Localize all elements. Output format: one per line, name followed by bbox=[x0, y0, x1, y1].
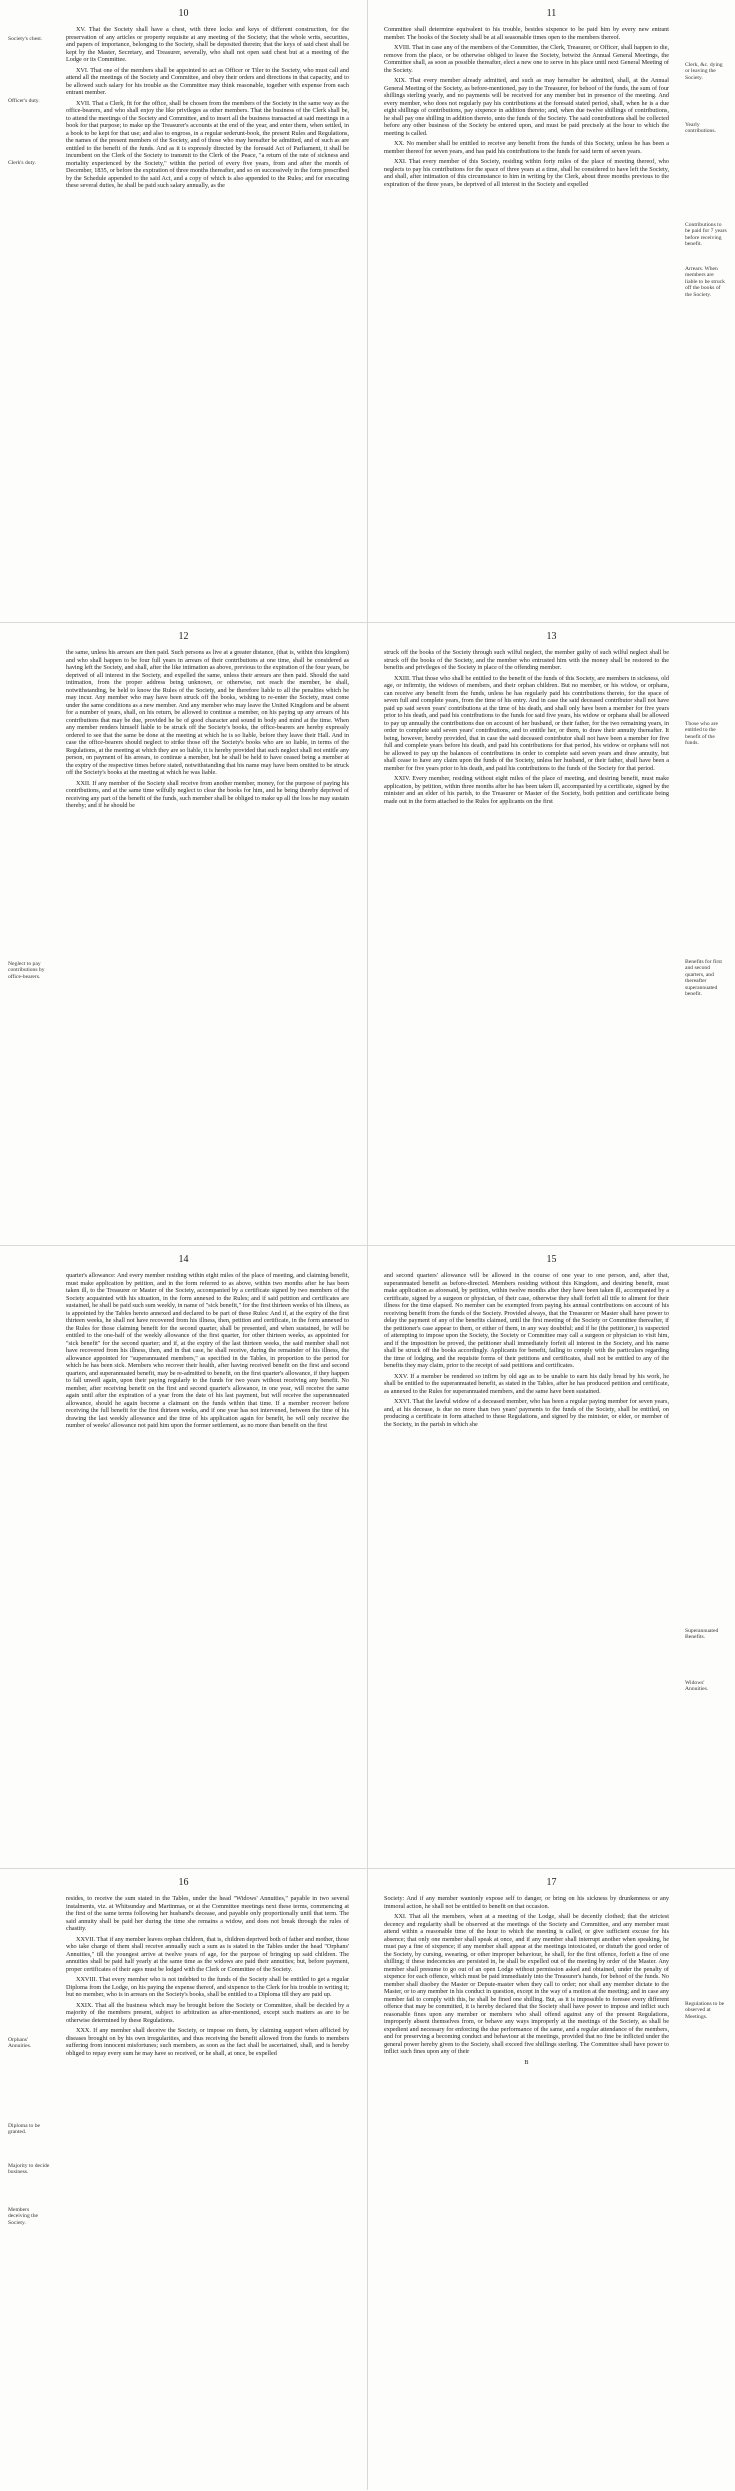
margin-note: Contributions to be paid for 7 years before receiving benefit. bbox=[685, 222, 727, 248]
paragraph: XXVI. That the lawful widow of a deceased member, who has been a regular paying member for seven years, and, at his decease, is due no more than two years' payments to the funds of the Society, shall be entitled, on producing a certificate in form attached to these Regulations, and signed by the minister, or elder, or member of the Society, in the parish in which she bbox=[384, 1398, 669, 1428]
page-body bbox=[384, 649, 669, 1237]
margin-note: Diploma to be granted. bbox=[8, 2123, 41, 2136]
page-13 bbox=[368, 623, 735, 1245]
paragraph: XXVII. That if any member leaves orphan children, that is, children deprived both of father and mother, those who take charge of them shall receive annually such a sum as is stated in the Tables under the head "Orphans' Annuities," till the youngest arrive at twelve years of age, for the purpose of bringing up said children. The annuities shall be paid half yearly at the same time as the widows are paid their annuities; but, before payment, proper certificates of their ages must be lodged with the Clerk or Committee of the Society. bbox=[66, 1935, 349, 1973]
page-body bbox=[66, 1895, 349, 2483]
paragraph: XXIV. Every member, residing without eight miles of the place of meeting, and desiring benefit, must make application, by petition, within three months after he has been taken ill, accompanied by a certificate, signed by the minister and an elder of his parish, to the Treasurer or Master of the Society, both petition and certificate being made out in the form attached to the Rules for applicants on the first bbox=[384, 775, 669, 805]
margin-note: Arrears. When members are liable to be struck off the books of the Society. bbox=[685, 266, 725, 298]
margin-note: Society's chest. bbox=[8, 36, 43, 42]
margin-note: Majority to decide business. bbox=[8, 2163, 50, 2176]
paragraph: XIX. That every member already admitted, and such as may hereafter be admitted, shall, at the Annual General Meeting of the Society, as before-mentioned, pay to the Treasurer, for behoof of the funds, the sum of four shillings sterling yearly, and no payments will be received for any member but in presence of the meeting. And every member, who does not regularly pay his contributions at the foresaid stated period, shall, when he is a due eight shillings of contributions, pay sixpence in addition thereto; and, when due twelve shillings of contributions, he shall pay one shilling in addition thereto, unto the funds of the Society. The said contributions shall be collected before any other business of the Society be entered upon, and must be paid precisely at the hour to which the meeting is called. bbox=[384, 77, 669, 137]
margin-note: Widows' Annuities. bbox=[685, 1680, 709, 1693]
paragraph: XXV. If a member be rendered so infirm by old age as to be unable to earn his daily bread by his work, he shall be entitled to the superannuated benefit, as stated in the Tables, after he has produced petition and certificate, as annexed to the Rules for superannuated members, and the same have been sustained. bbox=[384, 1372, 669, 1395]
paragraph: XVII. That a Clerk, fit for the office, shall be chosen from the members of the Society in the same way as the office-bearers, and who shall enjoy the like privileges as other members. That the business of the Clerk shall be, to attend the meetings of the Society and Committee, and to insert all the business transacted at said meetings in a book for that purpose; to make up the Treasurer's accounts at the end of the year, and enter them, when settled, in a book to be kept for that use; and also to engross, in a regular sederunt-book, the present Rules and Regulations, the names of the present members of the Society, and of those who may hereafter be admitted, and of such as are entitled to the benefit of the funds. And as it is expressly directed by the foresaid Act of Parliament, it shall be incumbent on the Clerk of the Society to transmit to the Clerk of the Peace, "a return of the rate of sickness and mortality experienced by the Society," within the period of every five years, from and after the month of December, 1835, or before the expiration of three months thereafter, and so on successively in the form prescribed by the Schedule appended to the said Act, and a copy of which is also appended to the Rules; and for executing these several duties, he shall be paid such salary annually, as the bbox=[66, 99, 349, 189]
paragraph: XVI. That one of the members shall be appointed to act as Officer or Tiler to the Society, who must call and attend all the meetings of the Society and Committee, and obey their orders and directions in that capacity, and to be allowed such salary for his trouble as the Committee may think reasonable, together with expense from each entrant member. bbox=[66, 66, 349, 96]
page-number: 13 bbox=[546, 631, 557, 642]
page-body bbox=[384, 1272, 669, 1860]
paragraph: XV. That the Society shall have a chest, with three locks and keys of different construction, for the preservation of any articles or property requisite at any meeting of the Society; that the whole writs, securities, and papers of importance, belonging to the Society, shall be deposited therein; that the keys of said chest shall be kept by the Master, Secretary, and Treasurer, severally, who shall not open said chest but at a meeting of the Lodge or its Committee. bbox=[66, 26, 349, 63]
margin-note: Clerk, &c. dying or leaving the Society. bbox=[685, 62, 723, 81]
margin-note: Orphans' Annuities. bbox=[8, 2037, 32, 2050]
paragraph: resides, to receive the sum stated in the Tables, under the head "Widows' Annuities," payable in two several instalments, viz. at Whitsunday and Martinmas, or at the Committee meetings next these terms, commencing at the first of the same terms following her husband's decease, and payable only proportionally until that term. The said annuity shall be paid her during the time she remains a widow, and does not break through the rules of chastity. bbox=[66, 1895, 349, 1932]
paragraph: XVIII. That in case any of the members of the Committee, the Clerk, Treasurer, or Officer, shall happen to die, remove from the place, or be otherwise obliged to leave the Society, betwixt the Annual General Meetings, the Committee shall, as soon as possible thereafter, elect a new one to serve in his place until next General Meeting of the Society. bbox=[384, 44, 669, 74]
signature-mark: B bbox=[524, 2058, 529, 2066]
page-16 bbox=[0, 1869, 367, 2491]
page-body bbox=[384, 1895, 669, 2483]
margin-note: Neglect to pay contributions by office-bearers. bbox=[8, 961, 45, 980]
paragraph: XXI. That all the members, when at a meeting of the Lodge, shall be decently clothed; that the strictest decency and regularity shall be observed at the meetings of the Society and Committee, and any member must attend within a reasonable time of the hour to which the meeting is called, or give sufficient excuse for his absence; that only one member shall speak at once, and if any member shall interrupt another when speaking, he must pay a fine of sixpence; if any member shall appear at the meetings intoxicated, or disturb the good order of the Society, by cursing, swearing, or other improper behaviour, he shall, for the first offence, forfeit a fine of one shilling; if these indecencies are persisted in, he shall be expelled out of the meeting by order of the Master. Any member shall presume to go out of an open Lodge without permission asked and obtained, under the penalty of sixpence for each offence, which must be paid immediately into the Treasurer's hands, for behoof of the funds. No member shall disobey the Master or Depute-master when they call to order; nor shall any member dictate to the Master, or to any member in his conduct in question, except in the way of a motion at the meeting; and in case any member fail to comply with this, he shall be fined one shilling. But, as it is impossible to foresee every different offence that may be committed, it is hereby declared that the Society shall have power to impose and inflict such reasonable fines upon any member or members who shall offend against any of the present Regulations, improperly absent themselves from, or behave any ways improperly at the meetings of the Society, as shall be expedient and necessary for enforcing the due performance of the same, and a regular attendance of the members, and for preserving a becoming conduct and behaviour at the meetings, provided that no fine be inflicted under the general power hereby given to the Society, shall exceed five shillings sterling. The Committee shall have power to inflict such fines upon any of their bbox=[384, 1913, 669, 2055]
paragraph: XX. No member shall be entitled to receive any benefit from the funds of this Society, unless he has been a member thereof for seven years, and has paid his contributions to the funds for said term of seven years. bbox=[384, 140, 669, 155]
paragraph: XXX. If any member shall deceive the Society, or impose on them, by claiming support when afflicted by diseases brought on by his own irregularities, and thus receiving the benefit allowed from the funds to members suffering from innocent misfortunes; such members, as soon as the fact shall be ascertained, shall, and is hereby obliged to repay every sum he may have so received, or he shall, at once, be expelled bbox=[66, 2027, 349, 2057]
paragraph: Society: And if any member wantonly expose self to danger, or bring on his sickness by drunkenness or any immoral action, he shall not be entitled to benefit on that occasion. bbox=[384, 1895, 669, 1910]
page-number: 11 bbox=[546, 8, 557, 19]
margin-note: Members deceiving the Society. bbox=[8, 2207, 38, 2226]
margin-note: Clerk's duty. bbox=[8, 160, 36, 166]
page-number: 15 bbox=[546, 1254, 557, 1265]
paragraph: quarter's allowance: And every member residing within eight miles of the place of meeting, and claiming benefit, must make application by petition, and in the form referred to as above, within two months after he has been taken ill, to the Treasurer or Master of the Society, accompanied by a certificate signed by two members of the Society acquainted with his situation, in the form annexed to the Rules; and if said petition and certificates are sustained, he shall be paid such sum weekly, in name of "sick benefit," for the first thirteen weeks of his illness, as is appointed by the Tables hereto annexed and declared to be part of these Rules: And if, at the expiry of the first thirteen weeks, he shall not have recovered from his illness, then, petition and certificate, in the form annexed to the Rules for those claiming benefit for the second quarter, shall be presented, and when sustained, he will be entitled to the one-half of the weekly allowance of the first quarter, for other thirteen weeks, as appointed for "sick benefit" for the second quarter; and if, at the expiry of the last thirteen weeks, the said member shall not have recovered from his illness, then, and in that case, he shall receive, during the remainder of his illness, the allowance appointed for "superannuated members," as specified in the Tables, in proportion to the period for which he has been sick. Members who recover their health, after having received benefit on the first and second quarters, and superannuated benefit, may be re-admitted to benefit, on the first quarter's allowance, if they happen to fall unwell again, upon their paying regularly to the funds for two years without receiving any benefit. No member, after receiving benefit on the first and second quarter's allowance, in one year, will receive the same again until after the expiration of a year from the date of his last payment, but will receive the superannuated allowance, should he again become a claimant on the funds within that time. If a member recover before receiving the full benefit for the first thirteen weeks, and if one year has not intervened, between the time of his drawing the last weekly allowance and the time of his application again for benefit, he will only receive the number of weeks' allowance not paid him upon the former settlement, as no more than benefit on the first bbox=[66, 1272, 349, 1429]
page-number: 10 bbox=[178, 8, 189, 19]
paragraph: the same, unless his arrears are then paid. Such persons as live at a greater distance, (that is, within this kingdom) and who shall happen to be four full years in arrears of their contributions at one time, shall be considered as having left the Society, and shall, after the like intimation as above, previous to the expiration of the four years, be deprived of all interest in the Society, and expelled the same, unless their arrears are then paid. Should the said intimation, from the proper address being unknown, or otherwise, not reach the member, he shall, notwithstanding, be held to know the Rules of the Society, and be therefore liable to all the penalties which he may incur. Any member who may have been struck off the books, wishing to re-enter the Society, must come under the same conditions as a new member. And any member who may leave the United Kingdom and be absent for a number of years, shall, on his return, be allowed to continue a member, on his paying up any arrears of his contributions that may be due, provided he be of good character and sound in body and mind at the time. When any member renders himself liable to be struck off the Society's books, the office-bearers are hereby expressly ordered to see that the same be done at the meeting at which he is so liable, before they leave their Hall. And in case the office-bearers should neglect to strike those off the Society's books who are so liable, in terms of the Regulations, at the meeting at which they are so liable, it is hereby provided that such neglect shall not entitle any person, on payment of his arrears, to continue a member, but he shall be held to have ceased being a member at the expiry of the respective times before stated, notwithstanding that his name may have been omitted to be struck off the Society's books at the meeting at which he was liable. bbox=[66, 649, 349, 776]
paragraph: struck off the books of the Society through such wilful neglect, the member guilty of such wilful neglect shall be struck off the books of the Society, and the member who entrusted him with the money shall be restored to the benefits and privileges of the Society in place of the offending member. bbox=[384, 649, 669, 671]
paragraph: XXIII. That those who shall be entitled to the benefit of the funds of this Society, are members in sickness, old age, or infirmity, the widows of members, and their orphan children. But no member, or his widow, or orphans, can receive any benefit from the funds, unless he has regularly paid his contributions thereto, for the space of seven full and complete years, from the time of his entry. And in case the said deceased contributor shall not have paid up said seven years' contributions at the time of his death, and shall only have been a member for five years prior to his death, and paid his contributions to the funds for said five years, his widow or orphans shall be allowed to pay up annually the contributions due on account of her husband, or their father, for the two remaining years, in order to complete said seven years' contributions, and to entitle her, or them, to draw their annuity thereafter. It being, however, hereby provided, that in case the said deceased contributor shall not have been a member for five full and complete years before his death, and paid his contributions for that period, his widow or orphans will not be allowed to pay up the balances of contributions in order to complete said seven years and draw annuity, but shall cease to have any claim upon the funds of the Society, unless her husband, or their father, shall have been a member for five years prior to his death, and paid his contributions to the funds of the Society for that period. bbox=[384, 674, 669, 772]
page-number: 14 bbox=[178, 1254, 189, 1265]
page-body bbox=[384, 26, 669, 614]
page-number: 17 bbox=[546, 1877, 557, 1888]
page-10 bbox=[0, 0, 367, 622]
margin-note: Superannuated Benefits. bbox=[685, 1628, 719, 1641]
page-17 bbox=[368, 1869, 735, 2491]
paragraph: XXI. That every member of this Society, residing within forty miles of the place of meeting thereof, who neglects to pay his contributions for the space of three years at a time, shall be considered to have left the Society, and shall, after intimation of this circumstance to him in writing by the Clerk, about three months previous to the expiration of the three years, be deprived of all interest in the Society and expelled bbox=[384, 158, 669, 188]
margin-note: Officer's duty. bbox=[8, 98, 40, 104]
paragraph: XXII. If any member of the Society shall receive from another member, money, for the purpose of paying his contributions, and at the same time wilfully neglect to clear the books for him, and he being thereby deprived of receiving any part of the benefit of the funds, such member shall be obliged to make up all the loss he may sustain thereby; and if he should be bbox=[66, 779, 349, 809]
margin-note: Benefits for first and second quarters, and thereafter superannuated benefit. bbox=[685, 959, 722, 998]
paragraph: Committee shall determine equivalent to his trouble, besides sixpence to be paid him by every new entrant member. The books of the Society shall be at all seasonable times open to the members thereof. bbox=[384, 26, 669, 41]
margin-note: Those who are entitled to the benefit of the funds. bbox=[685, 721, 718, 747]
page-14 bbox=[0, 1246, 367, 1868]
page-12 bbox=[0, 623, 367, 1245]
margin-note: Regulations to be observed at Meetings. bbox=[685, 2001, 725, 2020]
page-body bbox=[66, 26, 349, 614]
paragraph: and second quarters' allowance will be allowed in the course of one year to one person, and, after that, superannuated benefit as before-directed. Members residing without this Kingdom, and desiring benefit, must make application as aforesaid, by petition, within twelve months after they have been taken ill, accompanied by a certificate, signed by a surgeon or physician, of their case, otherwise they shall forfeit all title to aliment for their illness for the time elapsed. No member can be exempted from paying his annual contributions on account of his receiving benefit from the funds of the Society. Provided always, that the Treasurer or Master shall have power to delay the payment of any of the benefits claimed, until the first meeting of the Society or Committee thereafter, if the petitioner's case appear to them, or either of them, in any way doubtful; and if he (the petitioner,) is suspected of attempting to impose upon the Society, the Society or Committee may call a surgeon or physician to visit him, and if the imposition be proved, the petitioner shall immediately forfeit all interest in the Society, and his name shall be struck off the books accordingly. Applicants for benefit, failing to comply with the particulars regarding the time of lodging, and the requisite forms of their petitions and certificates, shall not be entitled to any of the benefits they may claim, prior to the receipt of said petitions and certificates. bbox=[384, 1272, 669, 1369]
paragraph: XXIX. That all the business which may be brought before the Society or Committee, shall be decided by a majority of the members present, subject to arbitration as after-mentioned, except such matters as are to be otherwise determined by these Regulations. bbox=[66, 2001, 349, 2024]
page-body bbox=[66, 1272, 349, 1860]
page-15 bbox=[368, 1246, 735, 1868]
margin-note: Yearly contributions. bbox=[685, 122, 716, 135]
paragraph: XXVIII. That every member who is not indebted to the funds of the Society shall be entitled to get a regular Diploma from the Lodge, on his paying the expense thereof, and sixpence to the Clerk for his trouble in writing it; but no member, who is in arrears on the Society's books, shall be entitled to a Diploma till they are paid up. bbox=[66, 1976, 349, 1998]
page-number: 12 bbox=[178, 631, 189, 642]
page-number: 16 bbox=[178, 1877, 189, 1888]
page-11 bbox=[368, 0, 735, 622]
page-body bbox=[66, 649, 349, 1237]
